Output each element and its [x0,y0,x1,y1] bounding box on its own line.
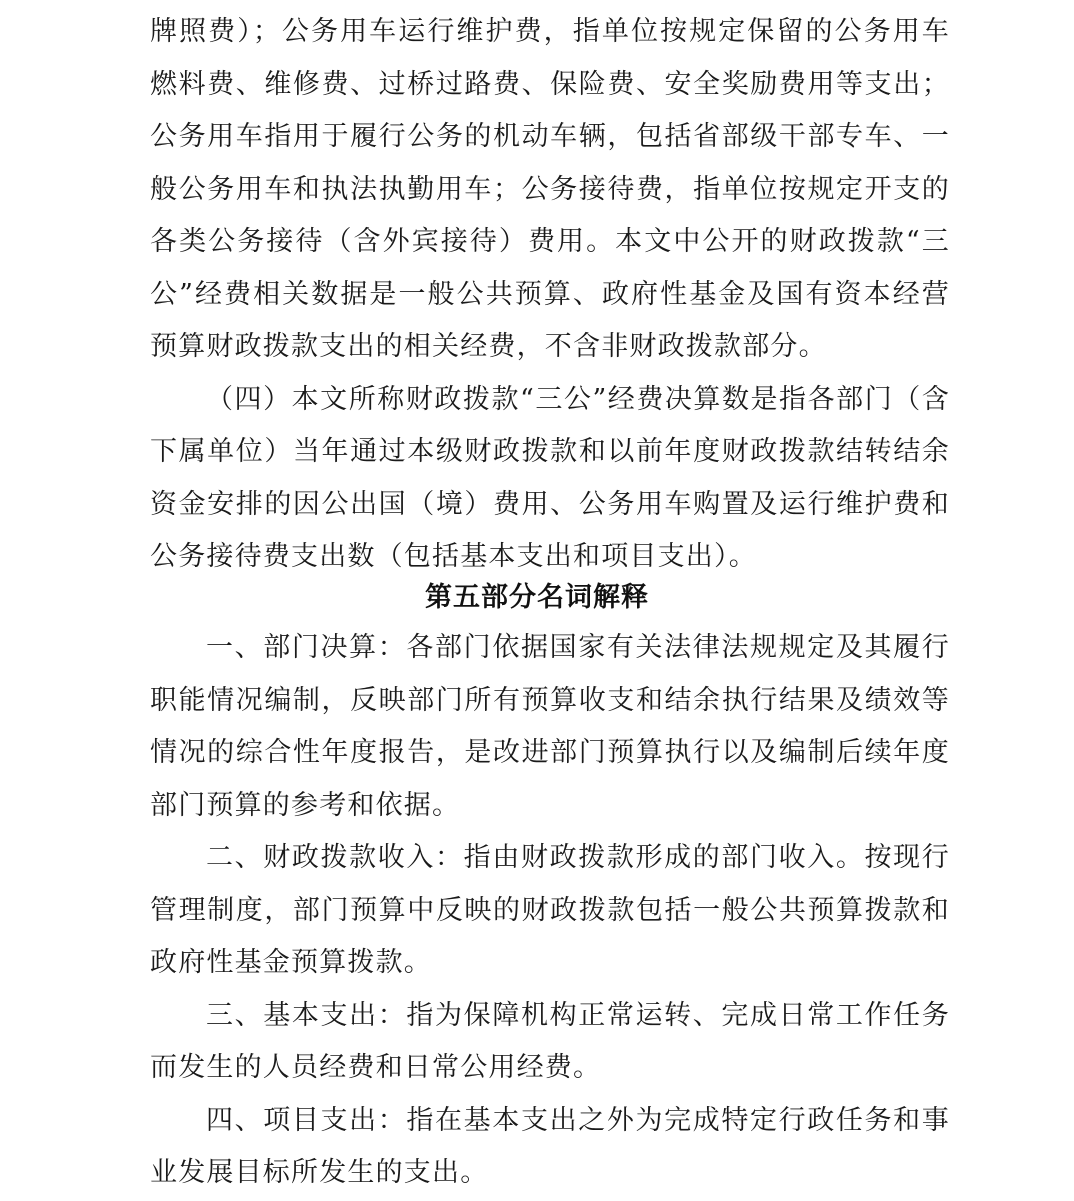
continuation-paragraph: 牌照费）；公务用车运行维护费，指单位按规定保留的公务用车燃料费、维修费、过桥过路费、保险费、安全奖励费用等支出；公务用车指用于履行公务的机动车辆，包括省部级干部专车、一般公务用车和执法执勤用车；公务接待费，指单位按规定开支的各类公务接待（含外宾接待）费用。本文中公开的财政拨款“三公”经费相关数据是一般公共预算、政府性基金及国有资本经营预算财政拨款支出的相关经费，不含非财政拨款部分。 [150,16,950,362]
section-title: 第五部分名词解释 [425,582,649,613]
term-paragraph-1: 一、部门决算：各部门依据国家有关法律法规规定及其履行职能情况编制，反映部门所有预算收支和结余执行结果及绩效等情况的综合性年度报告，是改进部门预算执行以及编制后续年度部门预算的参考和依据。 [150,632,950,821]
term-paragraph-2: 二、财政拨款收入：指由财政拨款形成的部门收入。按现行管理制度，部门预算中反映的财政拨款包括一般公共预算拨款和政府性基金预算拨款。 [150,842,950,978]
body-text-upper [150,6,950,584]
term-paragraph-3: 三、基本支出：指为保障机构正常运转、完成日常工作任务而发生的人员经费和日常公用经费。 [150,999,950,1083]
term-paragraph-4: 四、项目支出：指在基本支出之外为完成特定行政任务和事业发展目标所发生的支出。 [150,1104,950,1188]
paragraph-four: （四）本文所称财政拨款“三公”经费决算数是指各部门（含下属单位）当年通过本级财政拨款和以前年度财政拨款结转结余资金安排的因公出国（境）费用、公务用车购置及运行维护费和公务接待费支出数（包括基本支出和项目支出）。 [150,383,950,572]
body-text-terms [150,622,950,1200]
